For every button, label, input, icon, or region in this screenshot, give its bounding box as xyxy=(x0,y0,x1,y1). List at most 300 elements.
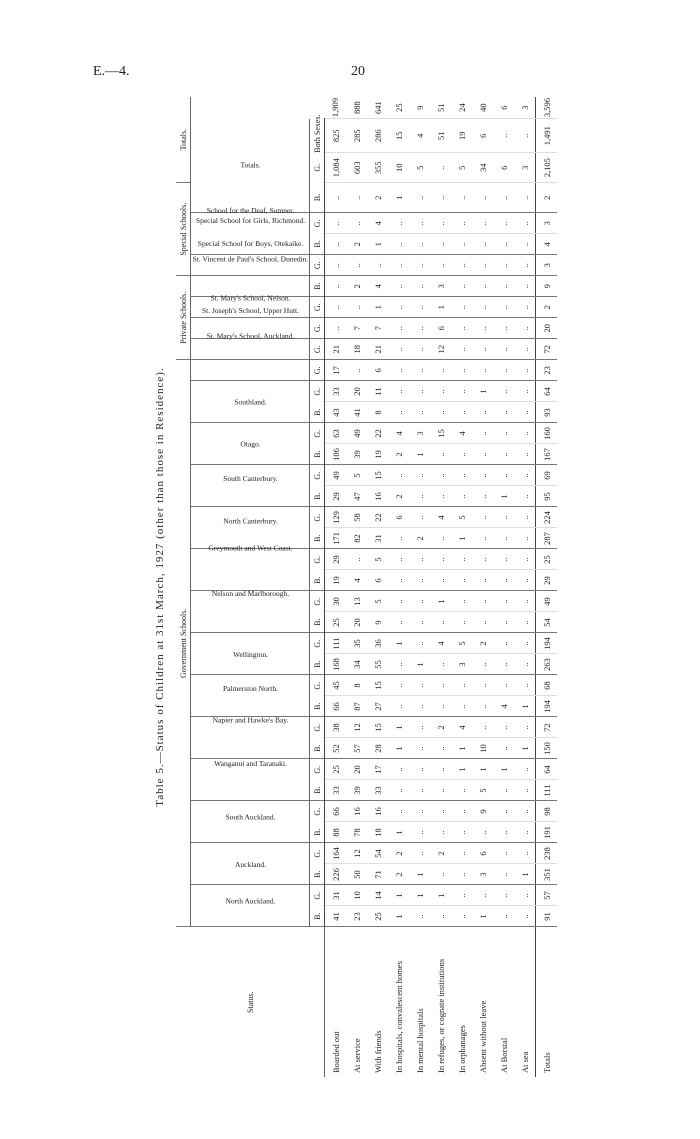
value-cell: 10 xyxy=(388,153,409,183)
value-cell: 2 xyxy=(388,864,409,885)
value-cell: .. xyxy=(409,738,430,759)
value-cell: 263 xyxy=(536,654,558,675)
value-cell: 16 xyxy=(346,801,367,822)
value-cell: .. xyxy=(493,234,514,255)
value-cell: 1 xyxy=(514,696,536,717)
value-cell: .. xyxy=(430,549,451,570)
value-cell: .. xyxy=(451,906,472,927)
sex-header: B. xyxy=(310,486,325,507)
value-cell: .. xyxy=(409,759,430,780)
value-cell: 57 xyxy=(536,885,558,906)
value-cell: .. xyxy=(409,507,430,528)
value-cell: 20 xyxy=(536,318,558,339)
sex-header: B. xyxy=(310,738,325,759)
value-cell: .. xyxy=(430,822,451,843)
value-cell: 1 xyxy=(451,738,472,759)
value-cell: .. xyxy=(409,297,430,318)
value-cell: .. xyxy=(430,801,451,822)
value-cell: .. xyxy=(451,465,472,486)
value-cell: .. xyxy=(388,213,409,234)
status-cell: In orphanages xyxy=(456,1025,467,1073)
value-cell: .. xyxy=(514,486,536,507)
value-cell: 6 xyxy=(367,360,388,381)
value-cell: 29 xyxy=(325,486,347,507)
group-header: Government Schools. xyxy=(176,360,191,927)
value-cell: .. xyxy=(430,570,451,591)
value-cell: .. xyxy=(472,507,493,528)
table-body xyxy=(325,97,558,1077)
table-row xyxy=(472,97,493,1077)
value-cell: .. xyxy=(409,255,430,276)
value-cell: .. xyxy=(409,843,430,864)
value-cell: .. xyxy=(451,675,472,696)
sex-header: B. xyxy=(310,570,325,591)
value-cell: .. xyxy=(325,255,347,276)
column-name xyxy=(191,119,310,213)
value-cell: 33 xyxy=(367,780,388,801)
value-cell: .. xyxy=(451,318,472,339)
value-cell: .. xyxy=(514,183,536,213)
column-name-text: South Auckland. xyxy=(225,813,276,822)
value-cell: 52 xyxy=(325,738,347,759)
column-name-text: Auckland. xyxy=(234,859,267,869)
value-cell: 3 xyxy=(514,97,536,119)
value-cell: .. xyxy=(493,183,514,213)
column-name-text: North Auckland. xyxy=(225,897,276,906)
value-cell: .. xyxy=(325,318,347,339)
value-cell: .. xyxy=(451,780,472,801)
value-cell: .. xyxy=(388,318,409,339)
table-row xyxy=(325,97,347,1077)
value-cell: 1 xyxy=(388,738,409,759)
value-cell: .. xyxy=(430,444,451,465)
value-cell: 31 xyxy=(325,885,347,906)
value-cell: .. xyxy=(472,339,493,360)
column-name xyxy=(191,675,310,717)
sex-header: Both Sexes. xyxy=(310,119,325,153)
value-cell: .. xyxy=(451,864,472,885)
column-name-text: St. Joseph's School, Upper Hutt. xyxy=(202,306,299,316)
value-cell: 224 xyxy=(536,507,558,528)
value-cell: .. xyxy=(409,570,430,591)
value-cell: 4 xyxy=(536,234,558,255)
value-cell: .. xyxy=(430,402,451,423)
value-cell: 38 xyxy=(325,717,347,738)
value-cell: 3 xyxy=(536,255,558,276)
value-cell: .. xyxy=(430,153,451,183)
status-cell: In refuges, or cognate institutions xyxy=(435,958,446,1073)
value-cell: 5 xyxy=(409,153,430,183)
table-row xyxy=(388,97,409,1077)
sex-header: G. xyxy=(310,507,325,528)
column-name xyxy=(191,633,310,675)
value-cell: .. xyxy=(493,381,514,402)
value-cell: .. xyxy=(514,885,536,906)
status-cell: In hospitals, convalescent homes xyxy=(393,961,404,1073)
status-cell: In mental hospitals xyxy=(414,1008,425,1073)
value-cell: .. xyxy=(472,612,493,633)
value-cell: .. xyxy=(493,906,514,927)
column-name-text: Palmerston North. xyxy=(223,684,278,694)
value-cell: 68 xyxy=(536,675,558,696)
value-cell: 1 xyxy=(451,528,472,549)
value-cell: 1 xyxy=(388,906,409,927)
column-name-text: St. Mary's School, Nelson. xyxy=(210,293,291,303)
value-cell: 1 xyxy=(430,591,451,612)
table-row xyxy=(367,97,388,1077)
value-cell: .. xyxy=(514,780,536,801)
value-cell: .. xyxy=(409,906,430,927)
sex-header: B. xyxy=(310,696,325,717)
value-cell: .. xyxy=(346,549,367,570)
sex-header: G. xyxy=(310,675,325,696)
group-header: Private Schools. xyxy=(176,276,191,360)
value-cell: 4 xyxy=(493,696,514,717)
value-cell: .. xyxy=(493,822,514,843)
column-name-text: Special School for Boys, Otekaike. xyxy=(197,239,304,248)
value-cell: .. xyxy=(472,234,493,255)
value-cell: .. xyxy=(514,444,536,465)
value-cell: 15 xyxy=(367,717,388,738)
value-cell: .. xyxy=(388,528,409,549)
group-header-row xyxy=(176,97,191,1077)
value-cell: 20 xyxy=(346,759,367,780)
value-cell: 5 xyxy=(367,591,388,612)
value-cell: 4 xyxy=(367,213,388,234)
status-cell: Absent without leave xyxy=(477,1000,488,1073)
value-cell: 71 xyxy=(367,864,388,885)
value-cell: 8 xyxy=(346,675,367,696)
value-cell: .. xyxy=(451,570,472,591)
value-cell: .. xyxy=(451,297,472,318)
value-cell: .. xyxy=(514,801,536,822)
value-cell: 226 xyxy=(325,864,347,885)
value-cell: 15 xyxy=(430,423,451,444)
value-cell: 7 xyxy=(367,318,388,339)
value-cell: .. xyxy=(451,885,472,906)
value-cell: .. xyxy=(514,381,536,402)
column-name-text: Otago. xyxy=(240,439,261,449)
value-cell: 33 xyxy=(325,381,347,402)
value-cell: 888 xyxy=(346,97,367,119)
value-cell: 50 xyxy=(346,864,367,885)
value-cell: 2 xyxy=(388,843,409,864)
value-cell: .. xyxy=(409,780,430,801)
value-cell: 64 xyxy=(536,381,558,402)
value-cell: 351 xyxy=(536,864,558,885)
value-cell: 825 xyxy=(325,119,347,153)
value-cell: .. xyxy=(472,402,493,423)
value-cell: 12 xyxy=(346,843,367,864)
status-cell: At sea xyxy=(519,1051,530,1073)
value-cell: 5 xyxy=(451,507,472,528)
value-cell: .. xyxy=(493,507,514,528)
value-cell: .. xyxy=(409,183,430,213)
value-cell: .. xyxy=(325,276,347,297)
value-cell: 164 xyxy=(325,843,347,864)
value-cell: .. xyxy=(430,864,451,885)
value-cell: 15 xyxy=(367,675,388,696)
value-cell: .. xyxy=(472,465,493,486)
value-cell: .. xyxy=(493,276,514,297)
value-cell: .. xyxy=(514,360,536,381)
value-cell: 1 xyxy=(409,654,430,675)
column-name-text: Napier and Hawke's Bay. xyxy=(212,716,289,726)
value-cell: 2 xyxy=(536,297,558,318)
value-cell: .. xyxy=(472,654,493,675)
value-cell: 18 xyxy=(346,339,367,360)
value-cell: 66 xyxy=(325,696,347,717)
value-cell: .. xyxy=(409,591,430,612)
value-cell: 238 xyxy=(536,843,558,864)
value-cell: .. xyxy=(451,591,472,612)
value-cell: .. xyxy=(388,255,409,276)
value-cell: 9 xyxy=(472,801,493,822)
value-cell: 160 xyxy=(536,423,558,444)
sex-header: G. xyxy=(310,465,325,486)
value-cell: .. xyxy=(451,444,472,465)
value-cell: .. xyxy=(493,612,514,633)
value-cell: .. xyxy=(409,381,430,402)
group-header: Totals. xyxy=(176,97,191,183)
table-row xyxy=(346,97,367,1077)
value-cell: 34 xyxy=(346,654,367,675)
value-cell: 2 xyxy=(430,843,451,864)
value-cell: 194 xyxy=(536,633,558,654)
value-cell: .. xyxy=(472,318,493,339)
value-cell: .. xyxy=(430,759,451,780)
value-cell: 8 xyxy=(367,402,388,423)
value-cell: .. xyxy=(388,591,409,612)
value-cell: .. xyxy=(346,297,367,318)
value-cell: 41 xyxy=(346,402,367,423)
value-cell: .. xyxy=(325,234,347,255)
value-cell: .. xyxy=(493,318,514,339)
value-cell: 4 xyxy=(409,119,430,153)
sex-header: G. xyxy=(310,549,325,570)
value-cell: 1 xyxy=(409,864,430,885)
value-cell: .. xyxy=(346,213,367,234)
value-cell: .. xyxy=(472,591,493,612)
value-cell: .. xyxy=(451,696,472,717)
value-cell: 6 xyxy=(367,570,388,591)
value-cell: .. xyxy=(430,213,451,234)
value-cell: .. xyxy=(493,633,514,654)
value-cell: .. xyxy=(514,675,536,696)
value-cell: 2 xyxy=(346,234,367,255)
value-cell: 34 xyxy=(472,153,493,183)
value-cell: .. xyxy=(325,183,347,213)
value-cell: 47 xyxy=(346,486,367,507)
value-cell: .. xyxy=(514,423,536,444)
value-cell: .. xyxy=(451,801,472,822)
value-cell: 1 xyxy=(388,717,409,738)
value-cell: 1 xyxy=(367,297,388,318)
column-name xyxy=(191,465,310,507)
value-cell: .. xyxy=(451,234,472,255)
column-name xyxy=(191,801,310,843)
value-cell: .. xyxy=(514,507,536,528)
value-cell: 287 xyxy=(536,528,558,549)
page-code: E.—4. xyxy=(93,64,130,79)
value-cell: .. xyxy=(514,234,536,255)
value-cell: 25 xyxy=(388,97,409,119)
sex-header: B. xyxy=(310,864,325,885)
value-cell: 1,909 xyxy=(325,97,347,119)
value-cell: .. xyxy=(409,822,430,843)
value-cell: .. xyxy=(493,675,514,696)
value-cell: 63 xyxy=(325,423,347,444)
value-cell: .. xyxy=(409,549,430,570)
sex-header: B. xyxy=(310,444,325,465)
value-cell: .. xyxy=(388,360,409,381)
value-cell: 6 xyxy=(388,507,409,528)
value-cell: 58 xyxy=(346,507,367,528)
value-cell: .. xyxy=(430,528,451,549)
value-cell: 17 xyxy=(325,360,347,381)
value-cell: .. xyxy=(514,633,536,654)
value-cell: 111 xyxy=(536,780,558,801)
value-cell: 51 xyxy=(430,119,451,153)
value-cell: .. xyxy=(451,549,472,570)
value-cell: 191 xyxy=(536,822,558,843)
value-cell: 6 xyxy=(430,318,451,339)
sex-header: G. xyxy=(310,297,325,318)
value-cell: 1 xyxy=(409,444,430,465)
value-cell: 72 xyxy=(536,717,558,738)
value-cell: 2,105 xyxy=(536,153,558,183)
value-cell: .. xyxy=(493,402,514,423)
value-cell: .. xyxy=(346,255,367,276)
value-cell: 4 xyxy=(388,423,409,444)
value-cell: .. xyxy=(493,570,514,591)
value-cell: 1 xyxy=(430,297,451,318)
column-name-text: Totals. xyxy=(240,160,261,170)
value-cell: .. xyxy=(388,570,409,591)
value-cell: 87 xyxy=(346,696,367,717)
value-cell: .. xyxy=(493,843,514,864)
value-cell: .. xyxy=(451,360,472,381)
value-cell: .. xyxy=(472,255,493,276)
value-cell: 1 xyxy=(388,183,409,213)
column-name-text: School for the Deaf, Sumner. xyxy=(206,205,295,215)
sex-header: G. xyxy=(310,255,325,276)
column-name xyxy=(191,332,310,381)
sex-header: G. xyxy=(310,843,325,864)
value-cell: 69 xyxy=(536,465,558,486)
value-cell: 35 xyxy=(346,633,367,654)
column-name xyxy=(191,843,310,885)
value-cell: 72 xyxy=(536,339,558,360)
value-cell: 4 xyxy=(430,633,451,654)
value-cell: .. xyxy=(514,255,536,276)
value-cell: 167 xyxy=(536,444,558,465)
value-cell: 3 xyxy=(430,276,451,297)
value-cell: .. xyxy=(430,675,451,696)
value-cell: .. xyxy=(430,465,451,486)
value-cell: .. xyxy=(493,297,514,318)
value-cell: 11 xyxy=(367,381,388,402)
value-cell: 95 xyxy=(536,486,558,507)
sex-header: G. xyxy=(310,339,325,360)
value-cell: .. xyxy=(472,717,493,738)
value-cell: 2 xyxy=(409,528,430,549)
sex-header: G. xyxy=(310,360,325,381)
sex-header: G. xyxy=(310,591,325,612)
value-cell: 31 xyxy=(367,528,388,549)
value-cell: 18 xyxy=(367,822,388,843)
value-cell: 64 xyxy=(536,759,558,780)
value-cell: .. xyxy=(493,717,514,738)
value-cell: 4 xyxy=(451,423,472,444)
sex-header: B. xyxy=(310,402,325,423)
column-name-text: Southland. xyxy=(234,397,267,407)
value-cell: .. xyxy=(493,549,514,570)
value-cell: 3 xyxy=(514,153,536,183)
value-cell: 19 xyxy=(325,570,347,591)
value-cell: 20 xyxy=(346,381,367,402)
value-cell: .. xyxy=(451,183,472,213)
sex-header: G. xyxy=(310,213,325,234)
value-cell: 355 xyxy=(367,153,388,183)
column-name xyxy=(191,885,310,927)
value-cell: 5 xyxy=(367,549,388,570)
value-cell: .. xyxy=(472,423,493,444)
sex-header: B. xyxy=(310,822,325,843)
sex-header: G. xyxy=(310,318,325,339)
value-cell: .. xyxy=(388,612,409,633)
value-cell: .. xyxy=(430,486,451,507)
value-cell: .. xyxy=(514,528,536,549)
value-cell: 6 xyxy=(472,843,493,864)
value-cell: 150 xyxy=(536,738,558,759)
value-cell: .. xyxy=(409,675,430,696)
value-cell: .. xyxy=(430,780,451,801)
value-cell: .. xyxy=(493,213,514,234)
value-cell: .. xyxy=(451,612,472,633)
value-cell: .. xyxy=(430,183,451,213)
value-cell: 51 xyxy=(430,97,451,119)
value-cell: .. xyxy=(388,549,409,570)
value-cell: 12 xyxy=(430,339,451,360)
value-cell: 66 xyxy=(325,801,347,822)
value-cell: 27 xyxy=(367,696,388,717)
value-cell: .. xyxy=(514,570,536,591)
sex-header: B. xyxy=(310,528,325,549)
group-header: Special Schools. xyxy=(176,183,191,276)
value-cell: .. xyxy=(430,696,451,717)
value-cell: 25 xyxy=(367,906,388,927)
rotated-table-block xyxy=(150,97,550,1077)
value-cell: 22 xyxy=(367,507,388,528)
value-cell: .. xyxy=(451,402,472,423)
value-cell: .. xyxy=(430,360,451,381)
column-name xyxy=(191,717,310,759)
value-cell: 6 xyxy=(493,97,514,119)
value-cell: 25 xyxy=(325,759,347,780)
value-cell: .. xyxy=(493,654,514,675)
value-cell: .. xyxy=(472,183,493,213)
value-cell: 5 xyxy=(346,465,367,486)
value-cell: 603 xyxy=(346,153,367,183)
sex-header: B. xyxy=(310,276,325,297)
sex-header: G. xyxy=(310,801,325,822)
value-cell: 12 xyxy=(346,717,367,738)
sex-header: B. xyxy=(310,654,325,675)
value-cell: .. xyxy=(472,360,493,381)
sex-header: G. xyxy=(310,153,325,183)
value-cell: 3 xyxy=(409,423,430,444)
